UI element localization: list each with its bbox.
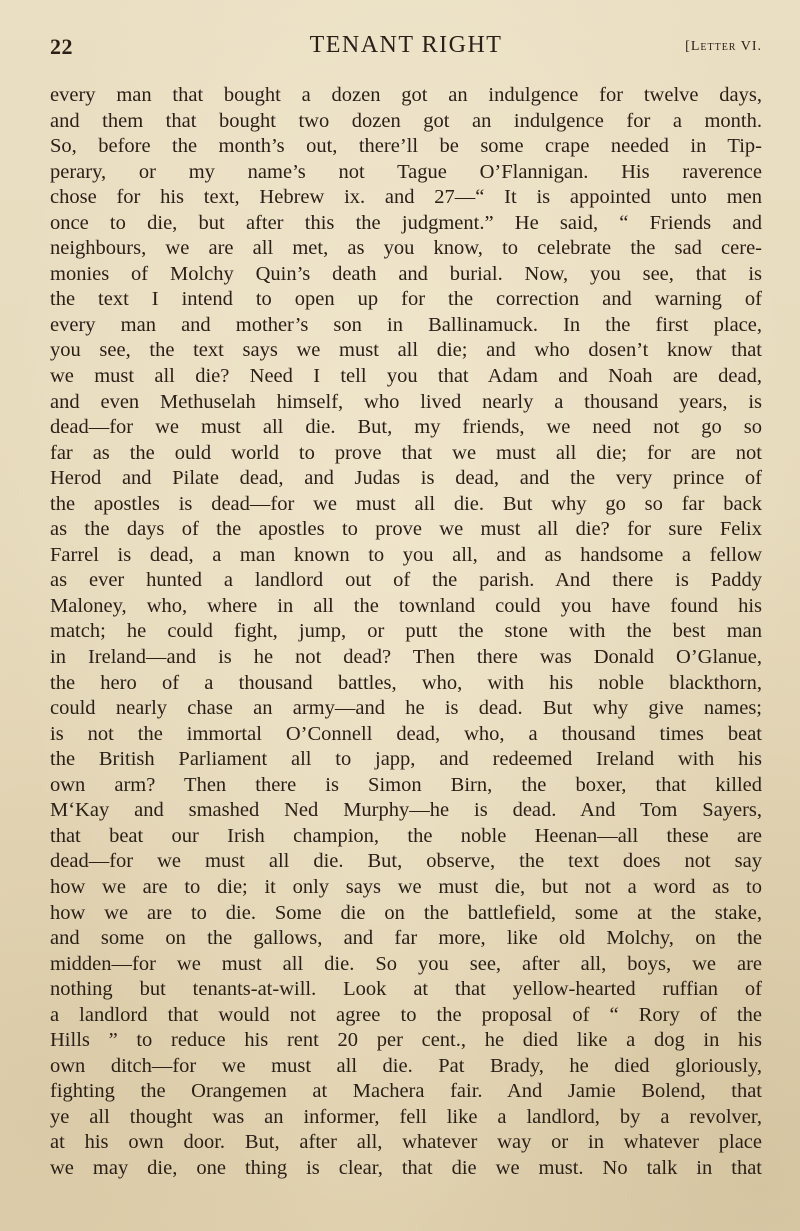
text-line: M‘Kay and smashed Ned Murphy—he is dead. And Tom Sayers, (50, 799, 762, 822)
section-reference: [Letter VI. (685, 39, 762, 54)
text-line: that beat our Irish champion, the noble Heenan—all these are (50, 824, 762, 847)
text-line: own arm? Then there is Simon Birn, the boxer, that killed (50, 773, 762, 796)
text-line: far as the ould world to prove that we must all die; for are not (50, 441, 762, 464)
text-line: as ever hunted a landlord out of the parish. And there is Paddy (50, 569, 762, 592)
text-line: every man that bought a dozen got an indulgence for twelve days, (50, 84, 762, 106)
text-line: match; he could fight, jump, or putt the stone with the best man (50, 620, 762, 643)
text-line: you see, the text says we must all die; and who dosen’t know that (50, 339, 762, 362)
page-number: 22 (50, 34, 73, 59)
page-header (50, 30, 762, 64)
text-line: the hero of a thousand battles, who, with his noble blackthorn, (50, 671, 762, 694)
text-line: Farrel is dead, a man known to you all, and as handsome a fellow (50, 543, 762, 566)
text-line: the text I intend to open up for the correction and warning of (50, 288, 762, 311)
text-line: and some on the gallows, and far more, like old Molchy, on the (50, 927, 762, 950)
text-line: perary, or my name’s not Tague O’Flannigan. His raverence (50, 160, 762, 183)
text-line: chose for his text, Hebrew ix. and 27—“ It is appointed unto men (50, 186, 762, 209)
text-line: the apostles is dead—for we must all die. But why go so far back (50, 492, 762, 515)
text-line: as the days of the apostles to prove we must all die? for sure Felix (50, 518, 762, 541)
body-text (50, 83, 762, 1182)
text-line: So, before the month’s out, there’ll be some crape needed in Tip- (50, 135, 762, 158)
text-line: midden—for we must all die. So you see, after all, boys, we are (50, 952, 762, 975)
text-line: in Ireland—and is he not dead? Then there was Donald O’Glanue, (50, 646, 762, 669)
running-title: TENANT RIGHT (309, 32, 503, 58)
text-line: monies of Molchy Quin’s death and burial. Now, you see, that is (50, 262, 762, 285)
text-line: the British Parliament all to japp, and redeemed Ireland with his (50, 748, 762, 771)
text-line: and even Methuselah himself, who lived nearly a thousand years, is (50, 390, 762, 413)
text-line: dead—for we must all die. But, observe, the text does not say (50, 850, 762, 873)
text-line: Maloney, who, where in all the townland could you have found his (50, 594, 762, 617)
text-line: every man and mother’s son in Ballinamuck. In the first place, (50, 313, 762, 336)
text-line: own ditch—for we must all die. Pat Brady, he died gloriously, (50, 1054, 762, 1077)
text-line: a landlord that would not agree to the proposal of “ Rory of the (50, 1003, 762, 1026)
text-line: how we are to die. Some die on the battlefield, some at the stake, (50, 901, 762, 924)
text-line: is not the immortal O’Connell dead, who, a thousand times beat (50, 722, 762, 745)
text-line: how we are to die; it only says we must die, but not a word as to (50, 875, 762, 898)
text-line: fighting the Orangemen at Machera fair. And Jamie Bolend, that (50, 1080, 762, 1103)
text-line: Herod and Pilate dead, and Judas is dead, and the very prince of (50, 467, 762, 490)
text-line: ye all thought was an informer, fell like a landlord, by a revolver, (50, 1105, 762, 1128)
text-line: once to die, but after this the judgment.” He said, “ Friends and (50, 211, 762, 234)
text-line: neighbours, we are all met, as you know, to celebrate the sad cere- (50, 237, 762, 260)
text-line: Hills ” to reduce his rent 20 per cent., he died like a dog in his (50, 1029, 762, 1052)
text-line: nothing but tenants-at-will. Look at that yellow-hearted ruffian of (50, 978, 762, 1001)
text-line: dead—for we must all die. But, my friends, we need not go so (50, 416, 762, 439)
text-line: we must all die? Need I tell you that Adam and Noah are dead, (50, 365, 762, 388)
text-line: we may die, one thing is clear, that die we must. No talk in that (50, 1156, 762, 1179)
text-line: at his own door. But, after all, whatever way or in whatever place (50, 1131, 762, 1154)
text-line: could nearly chase an army—and he is dead. But why give names; (50, 697, 762, 720)
text-line: and them that bought two dozen got an indulgence for a month. (50, 109, 762, 132)
